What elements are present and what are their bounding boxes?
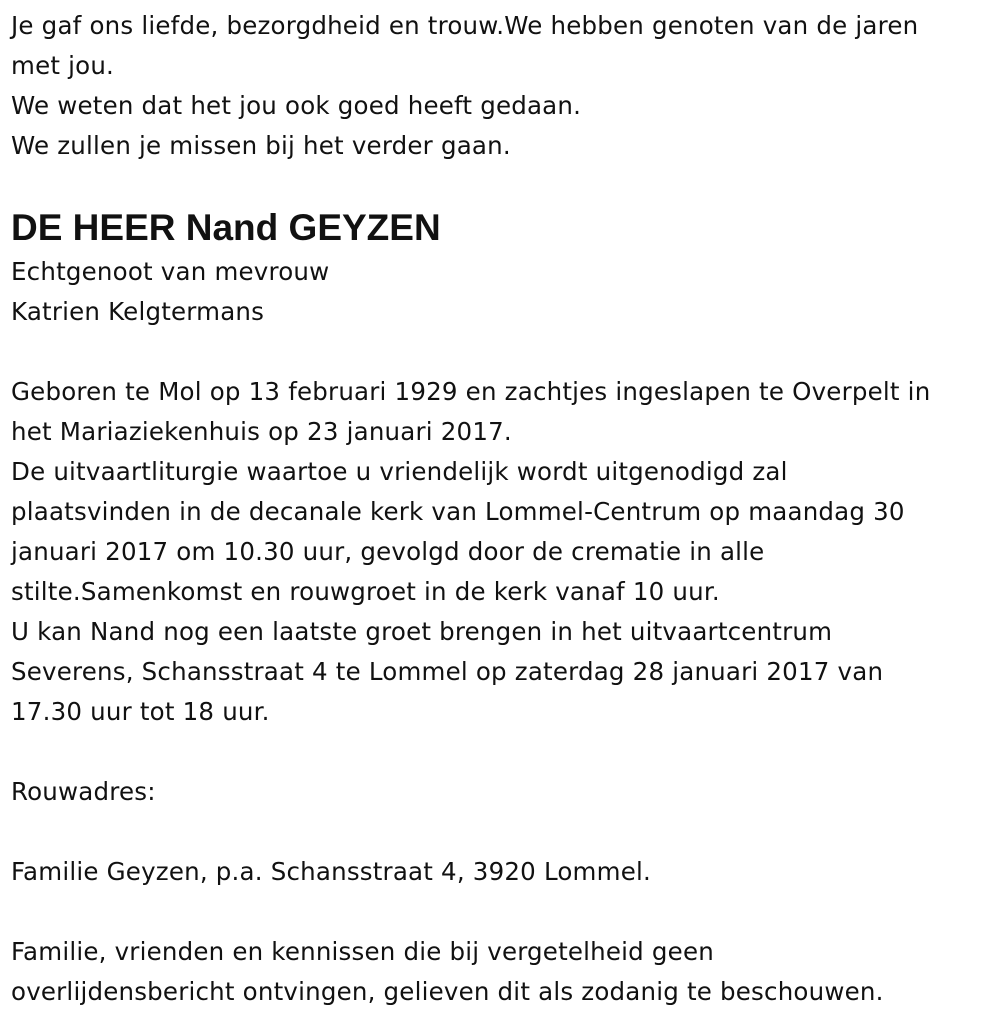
obituary-document: [11, 6, 996, 1012]
announcement-line: 17.30 uur tot 18 uur.: [11, 697, 270, 726]
closing-note: [11, 932, 996, 1012]
closing-line: overlijdensbericht ontvingen, gelieven dit als zodanig te beschouwen.: [11, 977, 884, 1006]
announcement-line: Severens, Schansstraat 4 te Lommel op zaterdag 28 januari 2017 van: [11, 657, 884, 686]
spacer: [11, 812, 996, 852]
mourning-address: Familie Geyzen, p.a. Schansstraat 4, 3920 Lommel.: [11, 857, 651, 886]
spacer: [11, 732, 996, 772]
spacer: [11, 892, 996, 932]
spacer: [11, 166, 996, 206]
poem-line: We weten dat het jou ook goed heeft gedaan.: [11, 91, 582, 120]
spouse-line: Echtgenoot van mevrouw: [11, 257, 330, 286]
poem-line: Je gaf ons liefde, bezorgdheid en trouw.We hebben genoten van de jaren: [11, 11, 919, 40]
spouse-line: Katrien Kelgtermans: [11, 297, 265, 326]
announcement-line: De uitvaartliturgie waartoe u vriendelijk wordt uitgenodigd zal: [11, 457, 788, 486]
announcement-line: U kan Nand nog een laatste groet brengen in het uitvaartcentrum: [11, 617, 833, 646]
announcement-line: het Mariaziekenhuis op 23 januari 2017.: [11, 417, 512, 446]
closing-line: Familie, vrienden en kennissen die bij vergetelheid geen: [11, 937, 714, 966]
announcement-line: januari 2017 om 10.30 uur, gevolgd door de crematie in alle: [11, 537, 765, 566]
deceased-name: DE HEER Nand GEYZEN: [11, 207, 441, 248]
poem-line: met jou.: [11, 51, 115, 80]
announcement-line: stilte.Samenkomst en rouwgroet in de kerk vanaf 10 uur.: [11, 577, 720, 606]
poem-line: We zullen je missen bij het verder gaan.: [11, 131, 511, 160]
spacer: [11, 332, 996, 372]
announcement: [11, 372, 996, 732]
spouse-info: [11, 252, 996, 332]
announcement-line: Geboren te Mol op 13 februari 1929 en zachtjes ingeslapen te Overpelt in: [11, 377, 931, 406]
poem: [11, 6, 996, 166]
announcement-line: plaatsvinden in de decanale kerk van Lommel-Centrum op maandag 30: [11, 497, 905, 526]
mourning-address-label: Rouwadres:: [11, 777, 156, 806]
